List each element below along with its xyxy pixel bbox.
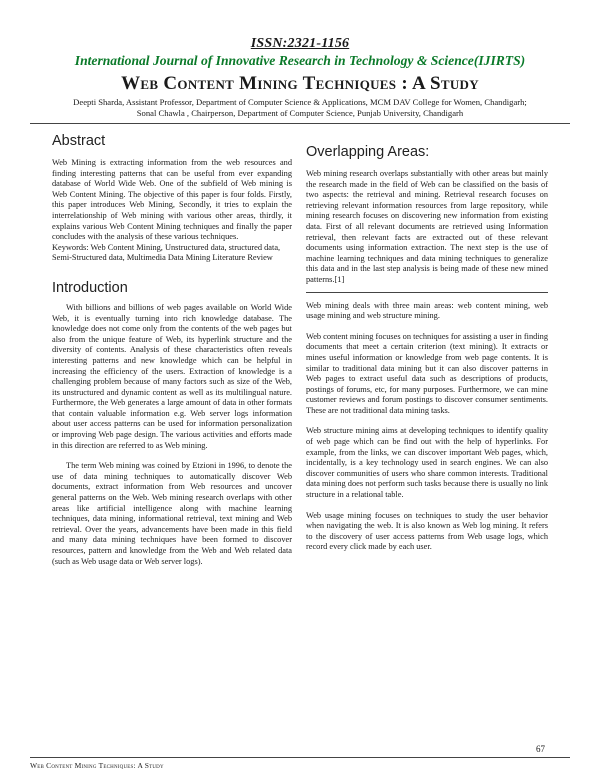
abstract-body: Web Mining is extracting information from the web resources and finding interesting patterns that can be useful from ever expanding database of World Wide Web. One of the subfield of Web mining is Web Content Mining. The objective of this paper is four folds. Firstly, this paper introduces Web Mining, Secondly, it tries to explain the interrelationship of Web mining with various other areas, thirdly, it explains various Web Content Mining techniques and finally the paper concludes with the analysis of these various techniques. [52, 158, 292, 242]
authors-line-2: Sonal Chawla , Chairperson, Department of Computer Science, Punjab University, Chandigarh [136, 108, 464, 118]
introduction-paragraph-1: With billions and billions of web pages available on World Wide Web, it is eventually turning into rich knowledge database. The knowledge does not come only from the contents of the web pages but also from the unique feature of Web, its hyperlink structure and the diversity of contents. Analysis of these characteristics often reveals interesting patterns and new knowledge which can be helpful in increasing the efficiency of the users. Extraction of knowledge is a challenging problem because of many factors such as size of the Web, its unstructured and dynamic content as well as its multilingual nature. Furthermore, the Web generates a large amount of data in other formats that contain valuable information e.g. Web server logs information about user access patterns can be used for information personalization or improving Web page design. The various activities and efforts made in this direction are referred to as Web mining. [52, 302, 292, 450]
footer-divider [30, 757, 570, 758]
overlapping-paragraph-2: Web mining deals with three main areas: web content mining, web usage mining and web structure mining. [306, 300, 548, 321]
keywords: Keywords: Web Content Mining, Unstructured data, structured data, Semi-Structured data, Multimedia Data Mining Literature Review [52, 242, 281, 263]
authors-block [40, 97, 560, 119]
right-column [306, 144, 548, 553]
overlapping-paragraph-4: Web structure mining aims at developing techniques to identify quality of web page which can be find out with the help of hyperlinks. For example, from the links, we can discover important Web pages, which, incidentally, is a key technology used in search engines. We can also discover communities of users who share common interests. Traditional data mining does not perform such tasks because there is usually no link structure in a relational table. [306, 426, 548, 500]
introduction-heading: Introduction [52, 279, 128, 296]
left-column [52, 133, 292, 567]
overlapping-paragraph-5: Web usage mining focuses on techniques to study the user behavior when navigating the web. It is also known as Web log mining. It refers to the discovery of user access patterns from Web usage logs, which record every click made by each user. [306, 510, 548, 552]
authors-line-1: Deepti Sharda, Assistant Professor, Department of Computer Science & Applications, MCM DAV College for Women, Chandigarh; [73, 97, 527, 107]
header-divider [30, 123, 570, 124]
introduction-paragraph-2: The term Web mining was coined by Etzioni in 1996, to denote the use of data mining techniques to automatically discover Web documents, extract information from Web resources and uncover general patterns on the Web. Web mining research overlaps with other areas like artificial intelligence along with machine learning techniques, data mining, informational retrieval, text mining and Web retrieval. Over the years, advancements have been made in this field and many data mining techniques have been formed to discover resources, pattern and knowledge from the Web and Web related data (such as Web usage data or Web server logs). [52, 461, 292, 566]
page-number: 67 [536, 744, 545, 754]
abstract-heading: Abstract [52, 133, 106, 149]
paper-title: Web Content Mining Techniques : A Study [121, 73, 479, 94]
section-divider [306, 292, 548, 293]
running-title: Web Content Mining Techniques: A Study [30, 761, 164, 770]
issn-label: ISSN:2321-1156 [250, 36, 350, 51]
overlapping-heading: Overlapping Areas: [306, 144, 430, 160]
overlapping-paragraph-3: Web content mining focuses on techniques for assisting a user in finding documents that meet a certain criterion (text mining). It extracts or mines useful information or knowledge from web page contents. It is similar to traditional data mining but it can also discover patterns in Web pages to extract useful data such as descriptions of products, postings of forums, etc, for many purposes. Furthermore, we can mine customer reviews and forum postings to discover consumer sentiments. These are not traditional data mining tasks. [306, 331, 548, 415]
journal-name: International Journal of Innovative Research in Technology & Science(IJIRTS) [74, 53, 526, 68]
overlapping-paragraph-1: Web mining research overlaps substantially with other areas but mainly the research made in the field of Web can be classified on the basis of two aspects: the retrieval and mining. Retrieval research focuses on retrieving relevant information resources from large repository, while mining research focuses on discovering new information from existing data. First of all relevant documents are retrieved using Information retrieval, then relevant facts are extracted out of these relevant documents using information extraction. The next step is the use of machine learning techniques and data mining techniques to generalize this data and in the last step analysis is being made of these new mined patterns.[1] [306, 169, 548, 284]
